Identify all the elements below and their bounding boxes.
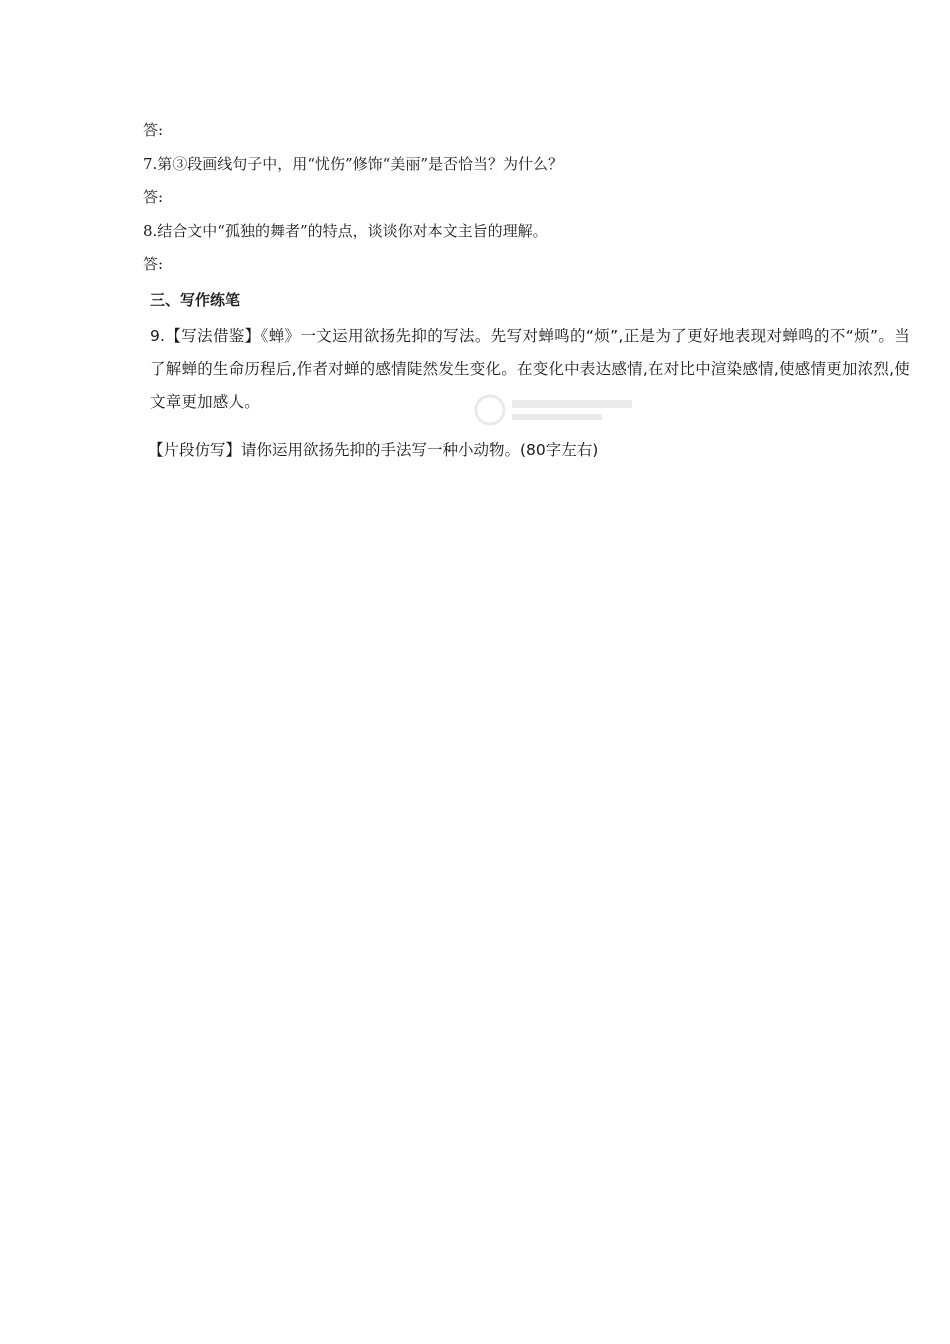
answer-label-3: 答: [143,255,164,273]
question-8: 8.结合文中“孤独的舞者”的特点，谈谈你对本文主旨的理解。 [143,222,548,240]
question-9-paragraph: 9.【写法借鉴】《蝉》一文运用欲扬先抑的写法。先写对蝉鸣的“烦”,正是为了更好地表现对蝉鸣的不“烦”。当了解蝉的生命历程后,作者对蝉的感情陡然发生变化。在变化中表达感情,在对比中渲染感情,使感情更加浓烈,使文章更加感人。 [150,327,910,411]
answer-label-2: 答: [143,188,164,206]
answer-label-1: 答: [143,121,164,139]
question-7: 7.第③段画线句子中，用“忧伤”修饰“美丽”是否恰当？为什么？ [143,155,563,173]
imitation-prompt: 【片段仿写】请你运用欲扬先抑的手法写一种小动物。(80字左右) [148,441,599,459]
section-title: 三、写作练笔 [150,291,241,309]
